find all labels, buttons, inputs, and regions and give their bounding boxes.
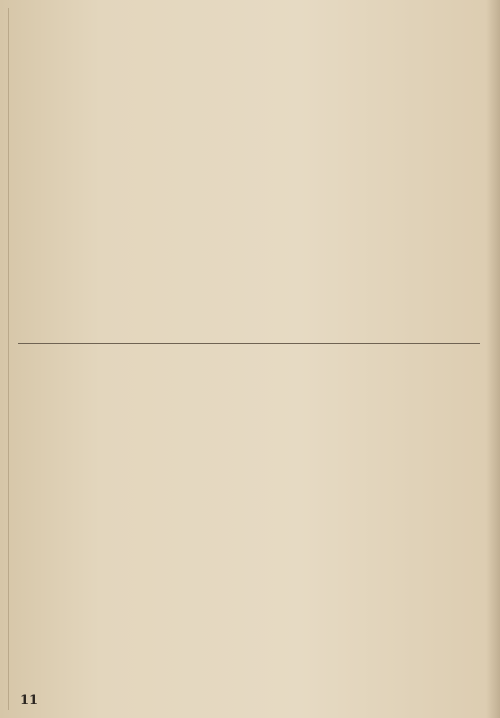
horizontal-divider [18,343,480,344]
page-frame [8,8,493,710]
page-number: 11 [20,693,39,708]
page-edge-shadow [486,0,500,718]
